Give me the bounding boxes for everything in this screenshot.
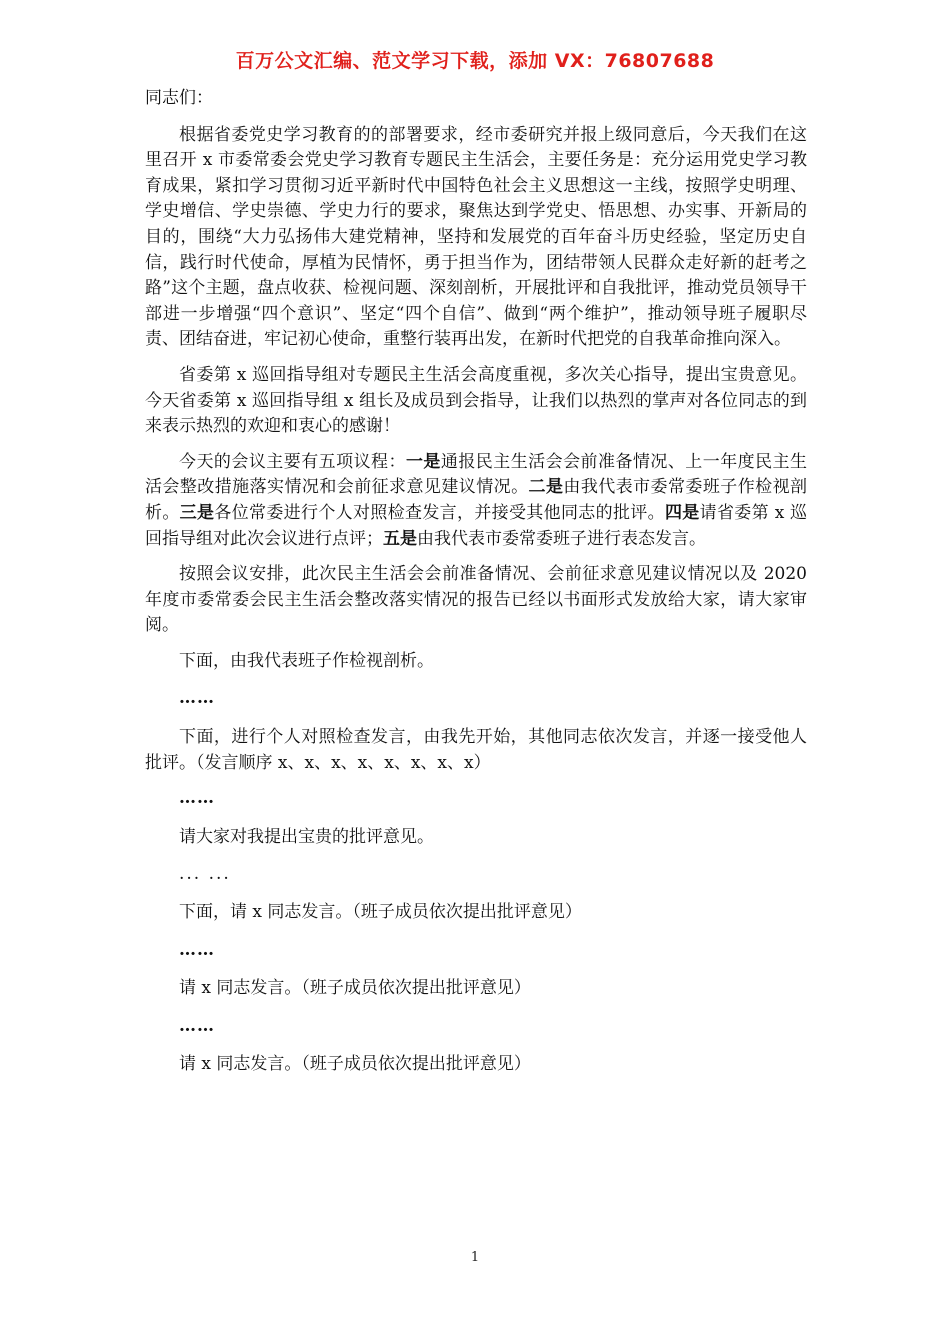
agenda-item-5-text: 由我代表市委常委班子进行表态发言。 (417, 528, 706, 549)
agenda-item-1-label: 一是 (405, 451, 441, 472)
ellipsis-2: …… (179, 788, 215, 809)
line-speaker-1: 下面，请 x 同志发言。（班子成员依次提出批评意见） (179, 902, 582, 923)
agenda-intro: 今天的会议主要有五项议程： (179, 451, 406, 472)
header-banner: 百万公文汇编、范文学习下载，添加 VX：76807688 (235, 50, 715, 72)
greeting: 同志们： (145, 88, 213, 108)
paragraph-meeting-purpose: 根据省委党史学习教育的的部署要求，经市委研究并报上级同意后，今天我们在这里召开 x 市委常委会党史学习教育专题民主生活会，主要任务是：充分运用党史学习教育成果，紧扣学习贯彻习近平新时代中国特色社会主义思想这一主线，按照学史明理、学史增信、学史崇德、学史力行的要求，聚焦达到学党史、悟思想、办实事、开新局的目的，围绕“大力弘扬伟大建党精神，坚持和发展党的百年奋斗历史经验，坚定历史自信，践行时代使命，厚植为民情怀，勇于担当作为，团结带领人民群众走好新的赶考之路”这个主题，盘点收获、检视问题、深刻剖析，开展批评和自我批评，推动党员领导干部进一步增强“四个意识”、坚定“四个自信”、做到“两个维护”，推动领导班子履职尽责、团结奋进，牢记初心使命，重整行装再出发，在新时代把党的自我革命推向深入。 (145, 124, 807, 350)
line-self-analysis: 下面，由我代表班子作检视剖析。 (179, 650, 434, 671)
line-request-criticism: 请大家对我提出宝贵的批评意见。 (179, 826, 434, 847)
page-number: 1 (470, 1250, 480, 1265)
agenda-item-4-label: 四是 (664, 502, 700, 523)
ellipsis-4: …… (179, 939, 215, 960)
agenda-item-3-label: 三是 (179, 502, 215, 523)
agenda-item-4-text: 请省委第 x 巡回指导组对此次会议进行点评； (145, 502, 808, 549)
ellipsis-3: ... ... (179, 864, 231, 885)
agenda-item-1-text: 通报民主生活会会前准备情况、上一年度民主生活会整改措施落实情况和会前征求意见建议情况。 (145, 451, 808, 498)
document-body (145, 86, 807, 1090)
agenda-item-5-label: 五是 (383, 528, 417, 549)
agenda-item-2-label: 二是 (528, 477, 564, 498)
paragraph-individual-speeches: 下面，进行个人对照检查发言，由我先开始，其他同志依次发言，并逐一接受他人批评。（发言顺序 x、x、x、x、x、x、x、x） (145, 727, 807, 773)
agenda-item-3-text: 各位常委进行个人对照检查发言，并接受其他同志的批评。 (214, 502, 665, 523)
paragraph-guidance-group: 省委第 x 巡回指导组对专题民主生活会高度重视，多次关心指导，提出宝贵意见。今天省委第 x 巡回指导组 x 组长及成员到会指导，让我们以热烈的掌声对各位同志的到来表示热烈的欢迎和衷心的感谢！ (145, 364, 807, 437)
ellipsis-1: …… (179, 688, 215, 709)
line-speaker-3: 请 x 同志发言。（班子成员依次提出批评意见） (179, 1054, 531, 1075)
line-speaker-2: 请 x 同志发言。（班子成员依次提出批评意见） (179, 978, 531, 999)
paragraph-reports: 按照会议安排，此次民主生活会会前准备情况、会前征求意见建议情况以及 2020 年度市委常委会民主生活会整改落实情况的报告已经以书面形式发放给大家，请大家审阅。 (145, 564, 807, 636)
paragraph-agenda (145, 450, 807, 552)
ellipsis-5: …… (179, 1015, 215, 1036)
agenda-item-2-text: 由我代表市委常委班子作检视剖析。 (145, 477, 808, 523)
